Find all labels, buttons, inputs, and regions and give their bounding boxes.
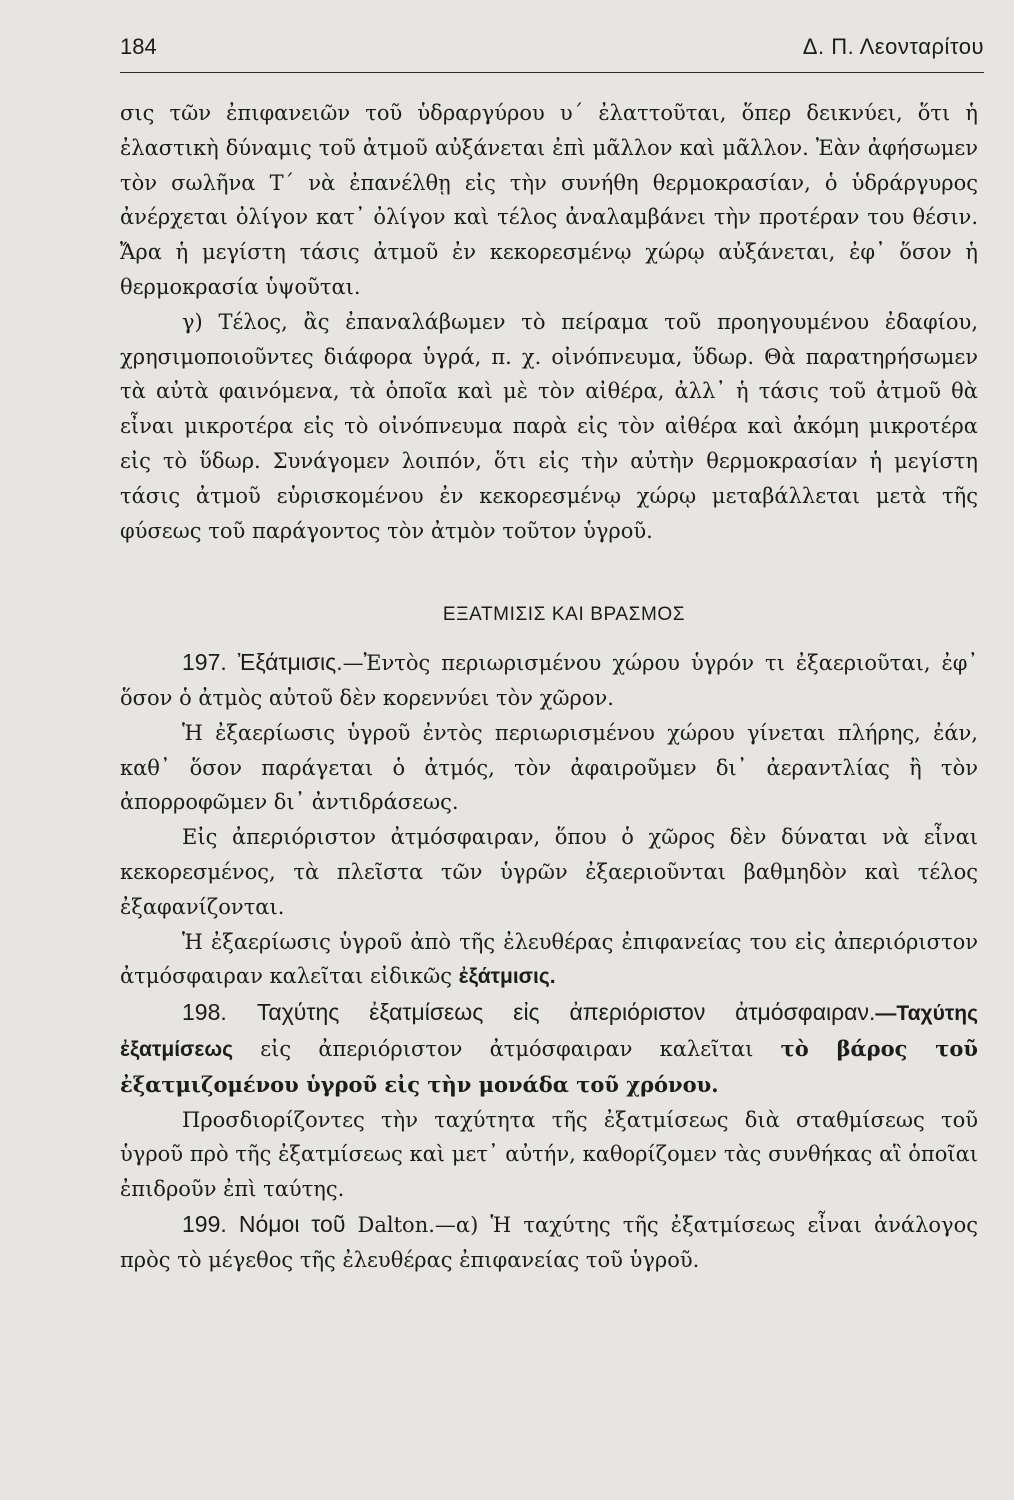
section-199 xyxy=(120,1207,978,1278)
page-header xyxy=(120,34,984,74)
section-title-199: Νόμοι τοῦ xyxy=(238,1210,346,1237)
header-rule xyxy=(120,72,984,73)
section-197 xyxy=(120,645,978,716)
paragraph-197-2: Ἡ ἐξαερίωσις ὑγροῦ ἐντὸς περιωρισμένου χώρου γίνεται πλήρης, ἐάν, καθ᾽ ὅσον παράγεται ὁ ἀτμός, τὸν ἀφαιροῦμεν δι᾽ ἀεραντλίας ἢ τὸν ἀπορροφῶμεν δι᾽ ἀντιδράσεως. xyxy=(120,720,978,815)
section-number-198: 198. xyxy=(182,999,227,1026)
section-number-197: 197. xyxy=(182,649,227,676)
paragraph-198-2: Προσδιορίζοντες τὴν ταχύτητα τῆς ἐξατμίσεως διὰ σταθμίσεως τοῦ ὑγροῦ πρὸ τῆς ἐξατμίσεως καὶ μετ᾽ αὐτήν, καθορίζομεν τὰς συνθήκας αἳ ὁποῖαι ἐπιδροῦν ἐπὶ ταύτης. xyxy=(120,1107,978,1202)
page-body xyxy=(120,96,978,1278)
paragraph-continued: σις τῶν ἐπιφανειῶν τοῦ ὑδραργύρου υ΄ ἐλαττοῦται, ὅπερ δεικνύει, ὅτι ἡ ἐλαστικὴ δύναμις τοῦ ἀτμοῦ αὐξάνεται ἐπὶ μᾶλλον καὶ μᾶλλον. Ἐὰν ἀφήσωμεν τὸν σωλῆνα Τ΄ νὰ ἐπανέλθῃ εἰς τὴν συνήθη θερμοκρασίαν, ὁ ὑδράργυρος ἀνέρχεται ὀλίγον κατ᾽ ὀλίγον καὶ τέλος ἀναλαμβάνει τὴν προτέραν του θέσιν. Ἄρα ἡ μεγίστη τάσις ἀτμοῦ ἐν κεκορεσμένῳ χώρῳ αὐξάνεται, ἐφ᾽ ὅσον ἡ θερμοκρασία ὑψοῦται. xyxy=(120,101,978,299)
term-exatmisis: ἐξάτμισις. xyxy=(458,965,556,989)
section-heading: ΕΞΑΤΜΙΣΙΣ ΚΑΙ ΒΡΑΣΜΟΣ xyxy=(442,604,686,626)
section-number-199: 199. xyxy=(182,1210,227,1237)
paragraph-197-3: Εἰς ἀπεριόριστον ἀτμόσφαιραν, ὅπου ὁ χῶρος δὲν δύναται νὰ εἶναι κεκορεσμένος, τὰ πλεῖστα τῶν ὑγρῶν ἐξαεριοῦνται βαθμηδὸν καὶ τέλος ἐξαφανίζονται. xyxy=(120,825,978,919)
paragraph-197-4-text: Ἡ ἐξαερίωσις ὑγροῦ ἀπὸ τῆς ἐλευθέρας ἐπιφανείας του εἰς ἀπεριόριστον ἀτμόσφαιραν καλεῖται εἰδικῶς xyxy=(120,929,978,989)
paragraph-gamma: γ) Τέλος, ἂς ἐπαναλάβωμεν τὸ πείραμα τοῦ προηγουμένου ἐδαφίου, χρησιμοποιοῦντες διάφορα ὑγρά, π. χ. οἰνόπνευμα, ὕδωρ. Θὰ παρατηρήσωμεν τὰ αὐτὰ φαινόμενα, τὰ ὁποῖα καὶ μὲ τὸν αἰθέρα, ἀλλ᾽ ἡ τάσις τοῦ ἀτμοῦ θὰ εἶναι μικροτέρα εἰς τὸ οἰνόπνευμα παρὰ εἰς τὸν αἰθέρα καὶ ἀκόμη μικροτέρα εἰς τὸ ὕδωρ. Συνάγομεν λοιπόν, ὅτι εἰς τὴν αὐτὴν θερμοκρασίαν ἡ μεγίστη τάσις ἀτμοῦ εὑρισκομένου ἐν κεκορεσμένῳ χώρῳ μεταβάλλεται μετὰ τῆς φύσεως τοῦ παράγοντος τὸν ἀτμὸν τοῦτον ὑγροῦ. xyxy=(120,309,978,543)
running-head: Δ. Π. Λεονταρίτου xyxy=(802,34,984,59)
section-198 xyxy=(120,995,978,1102)
section-dash-198: — xyxy=(875,1002,897,1026)
definition-term-198: Ταχύτης ἐξατμίσεως xyxy=(120,1002,978,1061)
section-title-197: Ἐξάτμισις. xyxy=(237,649,343,676)
paragraph-197-4 xyxy=(120,925,978,996)
section-text-199: —α) Ἡ ταχύτης τῆς ἐξατμίσεως εἶναι ἀνάλογος πρὸς τὸ μέγεθος τῆς ἐλευθέρας ἐπιφανείας τοῦ ὑγροῦ. xyxy=(120,1212,978,1272)
definition-bold-198: τὸ βάρος τοῦ ἐξατμιζομένου ὑγροῦ εἰς τὴν μονάδα τοῦ χρόνου. xyxy=(120,1035,978,1097)
definition-text-198: εἰς ἀπεριόριστον ἀτμόσφαιραν καλεῖται xyxy=(260,1036,754,1061)
section-title-198: Ταχύτης ἐξατμίσεως εἰς ἀπεριόριστον ἀτμόσφαιραν. xyxy=(256,999,876,1026)
page-number: 184 xyxy=(120,34,157,59)
section-title-name-199: Dalton. xyxy=(357,1212,435,1237)
section-text-197: —Ἐντὸς περιωρισμένου χώρου ὑγρόν τι ἐξαεριοῦται, ἐφ᾽ ὅσον ὁ ἀτμὸς αὐτοῦ δὲν κορεννύει τὸν χῶρον. xyxy=(120,651,978,710)
